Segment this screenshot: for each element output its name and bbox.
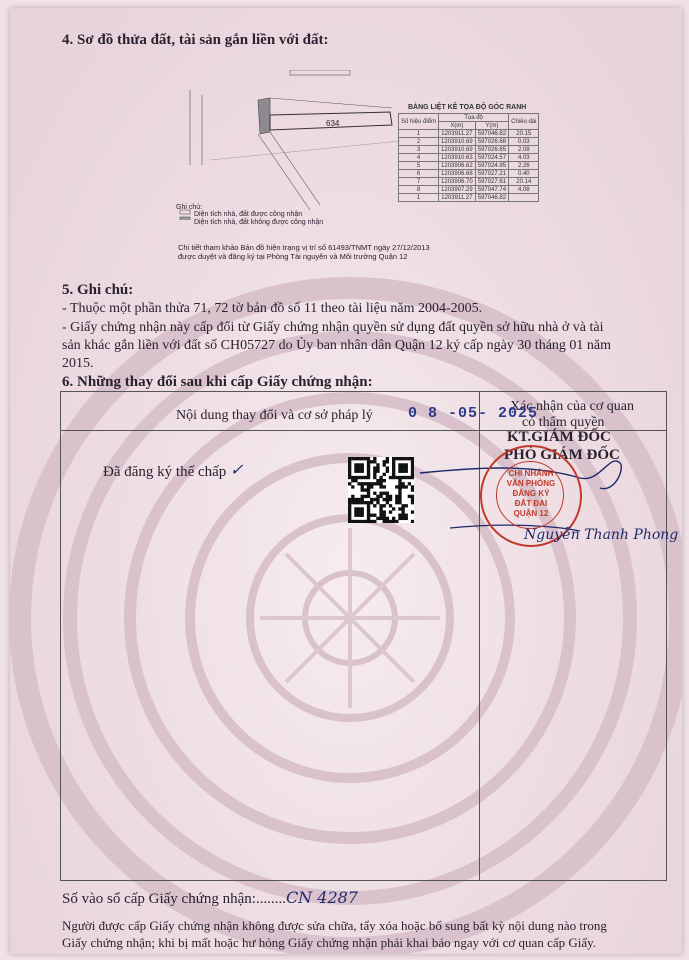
- coord-cell-pt: 5: [399, 162, 439, 170]
- coord-header-length: Chiều dài: [509, 114, 539, 130]
- coord-cell-len: 0.03: [509, 138, 539, 146]
- reference-line-2: được duyệt và đăng ký tại Phòng Tài nguyên và Môi trường Quận 12: [178, 252, 408, 261]
- coord-cell-x: 1203910.69: [439, 146, 476, 154]
- coord-cell-len: 0.40: [509, 170, 539, 178]
- certificate-page: [10, 8, 682, 954]
- coord-row: [399, 194, 539, 202]
- section-4-heading: 4. Sơ đồ thửa đất, tài sản gắn liền với đất:: [62, 32, 329, 48]
- coord-cell-y: 597024.57: [475, 154, 508, 162]
- coord-table: [398, 113, 539, 202]
- coord-cell-pt: 6: [399, 170, 439, 178]
- coord-row: [399, 130, 539, 138]
- note-line-4: 2015.: [62, 356, 94, 371]
- coord-cell-pt: 2: [399, 138, 439, 146]
- coord-cell-y: 597026.68: [475, 138, 508, 146]
- coord-row: [399, 170, 539, 178]
- coord-cell-y: 597027.61: [475, 178, 508, 186]
- reference-line-1: Chi tiết tham khảo Bản đồ hiện trạng vị trí số 61493/TNMT ngày 27/12/2013: [178, 243, 430, 252]
- coord-cell-y: 597024.95: [475, 162, 508, 170]
- coord-cell-y: 597046.82: [475, 194, 508, 202]
- coord-row: [399, 186, 539, 194]
- coord-cell-len: 2.26: [509, 162, 539, 170]
- changes-col2-header-line1: Xác nhận của cơ quan: [510, 399, 635, 414]
- note-line-1: - Thuộc một phần thửa 71, 72 tờ bản đồ số 11 theo tài liệu năm 2004-2005.: [62, 301, 483, 316]
- seal-line-1: CHI NHÁNH: [508, 469, 554, 478]
- coord-cell-len: 20.15: [509, 130, 539, 138]
- section-5-heading: 5. Ghi chú:: [62, 282, 134, 298]
- coord-table-body: [399, 130, 539, 202]
- coord-row: [399, 146, 539, 154]
- coord-cell-pt: 7: [399, 178, 439, 186]
- coord-cell-x: 1203910.69: [439, 138, 476, 146]
- register-label: Số vào sổ cấp Giấy chứng nhận:: [62, 891, 256, 907]
- note-line-3: sản khác gắn liền với đất số CH05727 do Ủy ban nhân dân Quận 12 ký cấp ngày 30 tháng 01 năm: [62, 338, 612, 353]
- coord-cell-x: 1203907.29: [439, 186, 476, 194]
- coord-cell-pt: 1: [399, 130, 439, 138]
- seal-line-4: ĐẤT ĐAI: [514, 499, 548, 508]
- entry-check-mark: ✓: [230, 460, 244, 479]
- coord-row: [399, 178, 539, 186]
- coord-cell-y: 597046.82: [475, 130, 508, 138]
- coord-cell-x: 1203906.68: [439, 170, 476, 178]
- coord-cell-x: 1203910.63: [439, 154, 476, 162]
- coord-cell-len: 2.08: [509, 146, 539, 154]
- section-6-heading: 6. Những thay đổi sau khi cấp Giấy chứng nhận:: [62, 374, 373, 390]
- parcel-number-label: 634: [326, 119, 340, 128]
- notice-line-2: Giấy chứng nhận; khi bị mất hoặc hư hỏng Giấy chứng nhận phải khai báo ngay với cơ quan cấp Giấy.: [62, 935, 597, 950]
- change-date-stamp: 0 8 -05- 2025: [408, 405, 539, 422]
- legend-title: Ghi chú:: [176, 204, 203, 211]
- coord-table-title: BẢNG LIỆT KÊ TỌA ĐỘ GÓC RANH: [408, 104, 527, 111]
- coord-cell-y: 597047.74: [475, 186, 508, 194]
- coord-header-y: Y(m): [475, 122, 508, 130]
- coord-cell-y: 597027.21: [475, 170, 508, 178]
- coord-header-point: Số hiệu điểm: [399, 114, 439, 130]
- coord-cell-pt: 4: [399, 154, 439, 162]
- coord-row: [399, 162, 539, 170]
- signer-title-2: PHÓ GIÁM ĐỐC: [504, 447, 620, 463]
- coord-cell-len: [509, 194, 539, 202]
- coord-cell-pt: 8: [399, 186, 439, 194]
- parcel-sketch-map: [170, 70, 400, 220]
- coord-cell-len: 20.14: [509, 178, 539, 186]
- coord-header-x: X(m): [439, 122, 476, 130]
- change-entry-text: Đã đăng ký thế chấp: [103, 464, 227, 480]
- legend-unrecognized: Diện tích nhà, đất không được công nhận: [194, 219, 324, 226]
- coord-cell-y: 597026.65: [475, 146, 508, 154]
- coord-cell-pt: 3: [399, 146, 439, 154]
- coord-row: [399, 138, 539, 146]
- note-line-2: - Giấy chứng nhận này cấp đổi từ Giấy chứng nhận quyền sử dụng đất quyền sở hữu nhà ở và tài: [62, 320, 604, 335]
- seal-line-2: VĂN PHÒNG: [506, 479, 556, 488]
- coord-cell-x: 1203906.70: [439, 178, 476, 186]
- seal-line-3: ĐĂNG KÝ: [512, 489, 550, 498]
- coord-cell-len: 4.03: [509, 154, 539, 162]
- register-line: [62, 888, 358, 909]
- coord-cell-x: 1203906.62: [439, 162, 476, 170]
- coord-cell-x: 1203911.27: [439, 194, 476, 202]
- legend-recognized: Diện tích nhà, đất được công nhận: [194, 211, 303, 218]
- register-dots: ........: [255, 891, 286, 907]
- coord-cell-len: 4.08: [509, 186, 539, 194]
- seal-line-5: QUẬN 12: [513, 509, 549, 518]
- signer-name: Nguyễn Thanh Phong: [524, 527, 679, 543]
- qr-code: [348, 457, 414, 523]
- signer-title-1: KT.GIÁM ĐỐC: [507, 429, 611, 445]
- changes-col1-header: Nội dung thay đổi và cơ sở pháp lý: [176, 408, 373, 423]
- register-number: CN 4287: [285, 888, 358, 907]
- coord-cell-x: 1203911.27: [439, 130, 476, 138]
- coord-header-group: Tọa độ: [439, 114, 509, 122]
- coord-row: [399, 154, 539, 162]
- notice-line-1: Người được cấp Giấy chứng nhận không được sửa chữa, tẩy xóa hoặc bổ sung bất kỳ nội dung nào trong: [62, 918, 607, 933]
- changes-col2-header-line2: có thẩm quyền: [522, 415, 605, 430]
- coord-cell-pt: 1: [399, 194, 439, 202]
